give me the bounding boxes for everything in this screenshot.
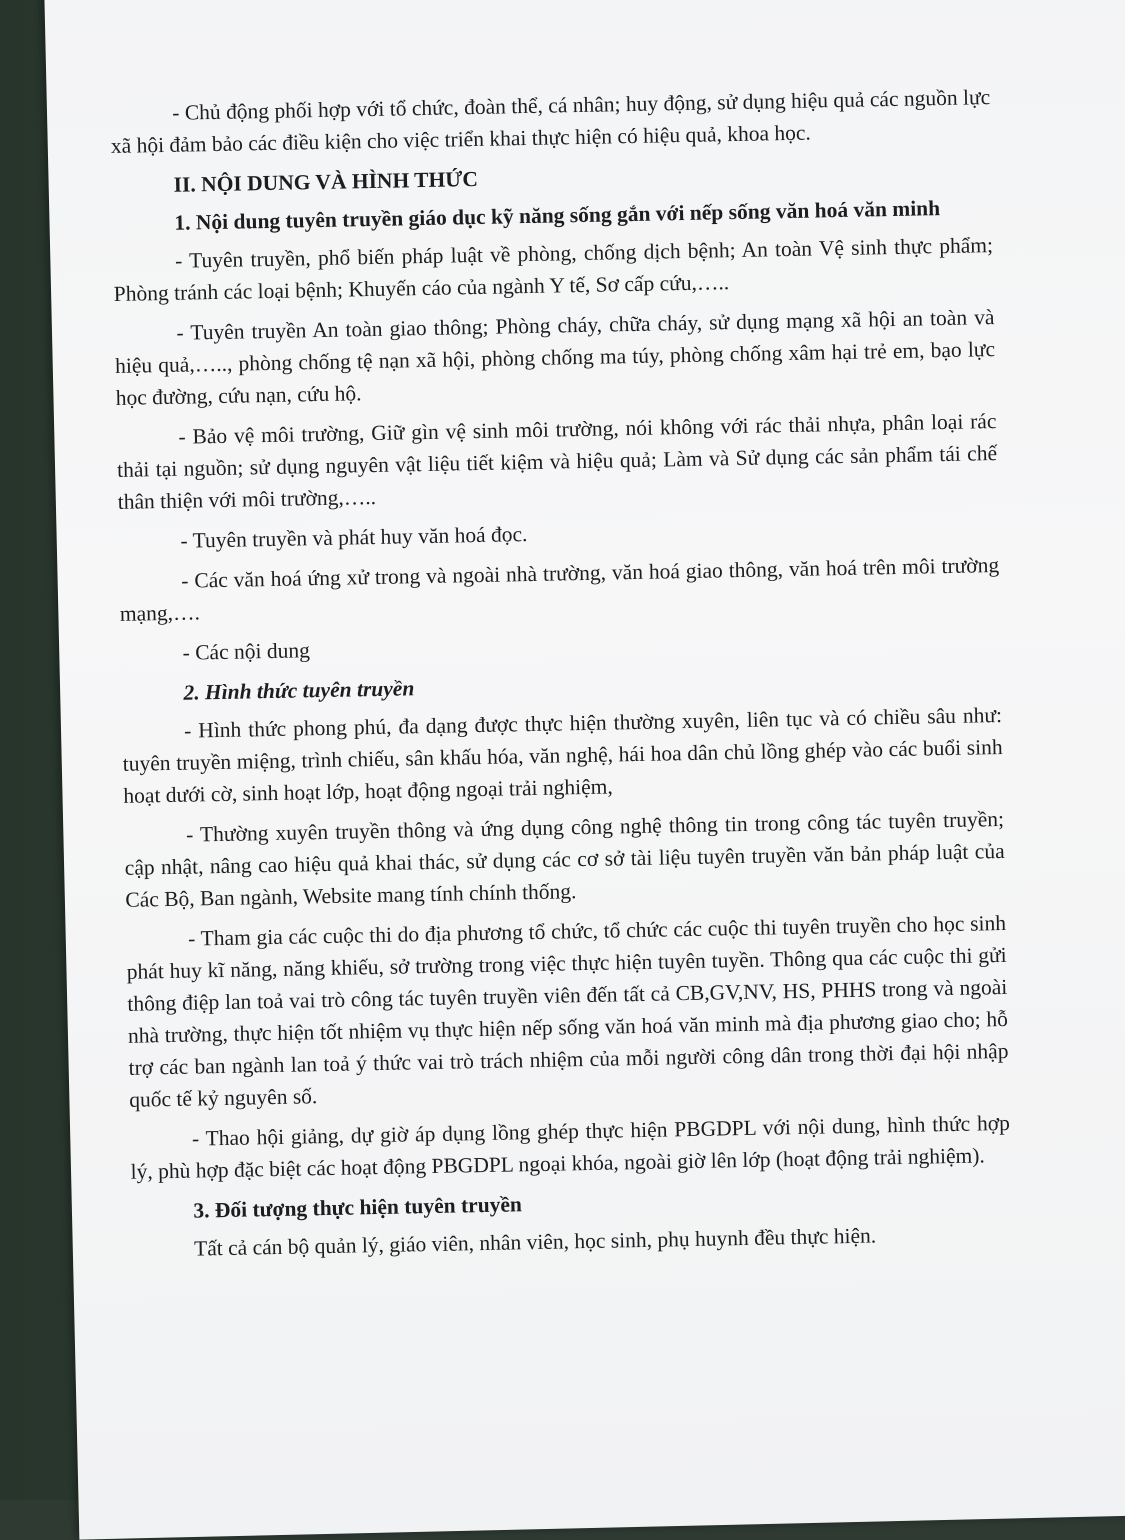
section-heading-content-form: II. NỘI DUNG VÀ HÌNH THỨC xyxy=(173,166,479,197)
paragraph-health: - Tuyên truyền, phổ biến pháp luật về phòng, chống dịch bệnh; An toàn Vệ sinh thực phẩm; Phòng tránh các loại bệnh; Khuyến cáo của ngành Y tế, Sơ cấp cứu,….. xyxy=(113,233,994,306)
paragraph-audience: Tất cả cán bộ quản lý, giáo viên, nhân viên, học sinh, phụ huynh đều thực hiện. xyxy=(193,1223,877,1261)
paragraph-other-content: - Các nội dung xyxy=(182,638,311,665)
paragraph-environment: - Bảo vệ môi trường, Giữ gìn vệ sinh môi trường, nói không với rác thải nhựa, phân loại rác thải tại nguồn; sử dụng nguyên vật liệu tiết kiệm và hiệu quả; Làm và Sử dụng các sản phẩm tái chế thân thiện với môi trường,….. xyxy=(116,409,998,514)
paragraph-contests: - Tham gia các cuộc thi do địa phương tổ chức, tổ chức các cuộc thi tuyên truyền cho học sinh phát huy kĩ năng, năng khiếu, sở trường trong việc thực hiện tuyên tuyền. Thông qua các cuộc thi gửi thông điệp lan toả vai trò công tác tuyên truyền viên đến tất cả CB,GV,NV, HS, PHHS trong và ngoài nhà trường, thực hiện tốt nhiệm vụ thực hiện nếp sống văn hoá văn minh mà địa phương giao cho; hỗ trợ các ban ngành lan toả ý thức vai trò trách nhiệm của mỗi người công dân trong thời đại hội nhập quốc tế kỷ nguyên số. xyxy=(126,910,1009,1112)
document-body xyxy=(110,81,1012,1266)
subheading-forms: 2. Hình thức tuyên truyền xyxy=(183,676,415,705)
subheading-content: 1. Nội dung tuyên truyền giáo dục kỹ năng sống gắn với nếp sống văn hoá văn minh xyxy=(174,196,941,235)
subheading-audience: 3. Đối tượng thực hiện tuyên truyền xyxy=(193,1192,523,1223)
paragraph-traffic-safety: - Tuyên truyền An toàn giao thông; Phòng cháy, chữa cháy, sử dụng mạng xã hội an toàn và hiệu quả,….., phòng chống tệ nạn xã hội, phòng chống ma túy, phòng chống xâm hại trẻ em, bạo lực học đường, cứu nạn, cứu hộ. xyxy=(114,305,996,410)
paragraph-behavior-culture: - Các văn hoá ứng xử trong và ngoài nhà trường, văn hoá giao thông, văn hoá trên môi trường mạng,…. xyxy=(119,553,1000,626)
paragraph-reading-culture: - Tuyên truyền và phát huy văn hoá đọc. xyxy=(180,522,528,553)
paragraph-teaching: - Thao hội giảng, dự giờ áp dụng lồng ghép thực hiện PBGDPL với nội dung, hình thức hợp lý, phù hợp đặc biệt các hoạt động PBGDPL ngoại khóa, ngoài giờ lên lớp (hoạt động trải nghiệm). xyxy=(130,1110,1011,1184)
paragraph-coordination: - Chủ động phối hợp với tổ chức, đoàn thể, cá nhân; huy động, sử dụng hiệu quả các nguồn lực xã hội đảm bảo các điều kiện cho việc triển khai thực hiện có hiệu quả, khoa học. xyxy=(110,85,991,158)
paragraph-forms-diverse: - Hình thức phong phú, đa dạng được thực hiện thường xuyên, liên tục và có chiều sâu như: tuyên truyền miệng, trình chiếu, sân khấu hóa, văn nghệ, hái hoa dân chủ lồng ghép vào các buổi sinh hoạt dưới cờ, sinh hoạt lớp, hoạt động ngoại trải nghiệm, xyxy=(122,702,1003,808)
paragraph-it-application: - Thường xuyên truyền thông và ứng dụng công nghệ thông tin trong công tác tuyên truyền; cập nhật, nâng cao hiệu quả khai thác, sử dụng các cơ sở tài liệu tuyên truyền văn bản pháp luật của Các Bộ, Ban ngành, Website mang tính chính thống. xyxy=(124,806,1005,912)
